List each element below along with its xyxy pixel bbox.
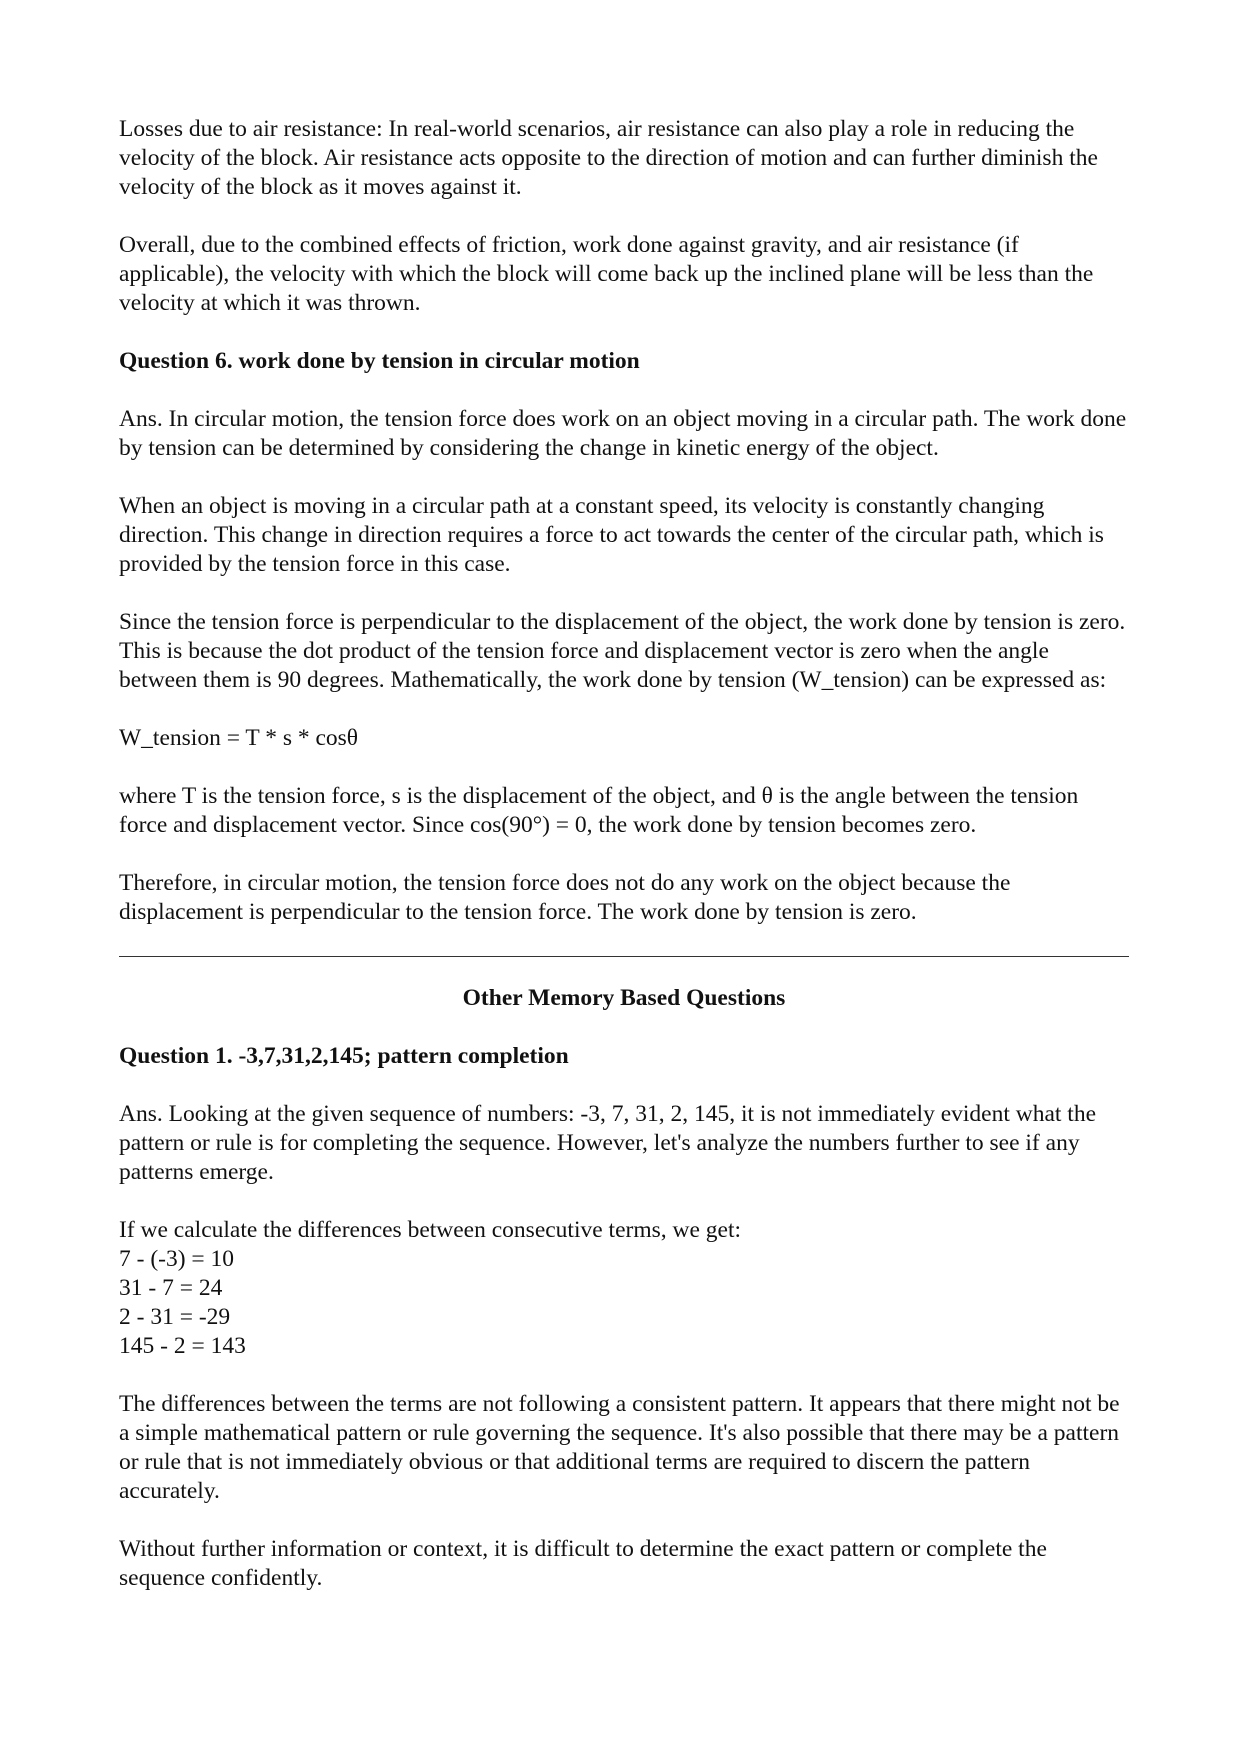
question-6-paragraph-where: where T is the tension force, s is the displacement of the object, and θ is the angle between the tension force and displacement vector. Since cos(90°) = 0, the work done by tension becomes zero.: [119, 783, 1079, 838]
question-1-differences-block: [119, 1216, 1129, 1361]
question-6-formula: W_tension = T * s * cosθ: [119, 725, 359, 751]
question-1-paragraph-conclusion: Without further information or context, it is difficult to determine the exact pattern or complete the sequence confidently.: [119, 1536, 1047, 1591]
paragraph-overall: Overall, due to the combined effects of friction, work done against gravity, and air resistance (if applicable), the velocity with which the block will come back up the inclined plane will be less than the velocity at which it was thrown.: [119, 232, 1094, 316]
difference-line: 7 - (-3) = 10: [119, 1246, 235, 1272]
question-1-answer-intro: Ans. Looking at the given sequence of numbers: -3, 7, 31, 2, 145, it is not immediately evident what the pattern or rule is for completing the sequence. However, let's analyze the numbers further to see if any patterns emerge.: [119, 1101, 1097, 1185]
question-6-answer-intro: Ans. In circular motion, the tension force does work on an object moving in a circular path. The work done by tension can be determined by considering the change in kinetic energy of the object.: [119, 406, 1127, 461]
question-1-paragraph-differences: The differences between the terms are not following a consistent pattern. It appears that there might not be a simple mathematical pattern or rule governing the sequence. It's also possible that there may be a pattern or rule that is not immediately obvious or that additional terms are required to discern the pattern accurately.: [119, 1391, 1120, 1504]
difference-line: 31 - 7 = 24: [119, 1275, 223, 1301]
question-1-heading: Question 1. -3,7,31,2,145; pattern completion: [119, 1043, 569, 1069]
question-6-paragraph-perpendicular: Since the tension force is perpendicular to the displacement of the object, the work done by tension is zero. This is because the dot product of the tension force and displacement vector is zero when the angle between them is 90 degrees. Mathematically, the work done by tension (W_tension) can be expressed as:: [119, 609, 1126, 693]
differences-intro: If we calculate the differences between consecutive terms, we get:: [119, 1217, 742, 1243]
section-title: Other Memory Based Questions: [462, 985, 786, 1011]
question-6-heading: Question 6. work done by tension in circular motion: [119, 348, 640, 374]
difference-line: 145 - 2 = 143: [119, 1333, 246, 1359]
paragraph-air-resistance: Losses due to air resistance: In real-world scenarios, air resistance can also play a role in reducing the velocity of the block. Air resistance acts opposite to the direction of motion and can further diminish the velocity of the block as it moves against it.: [119, 116, 1098, 200]
question-6-paragraph-therefore: Therefore, in circular motion, the tension force does not do any work on the object because the displacement is perpendicular to the tension force. The work done by tension is zero.: [119, 870, 1011, 925]
section-divider: [119, 956, 1129, 957]
question-6-paragraph-direction: When an object is moving in a circular path at a constant speed, its velocity is constantly changing direction. This change in direction requires a force to act towards the center of the circular path, which is provided by the tension force in this case.: [119, 493, 1104, 577]
document-page: [119, 115, 1129, 1622]
difference-line: 2 - 31 = -29: [119, 1304, 231, 1330]
